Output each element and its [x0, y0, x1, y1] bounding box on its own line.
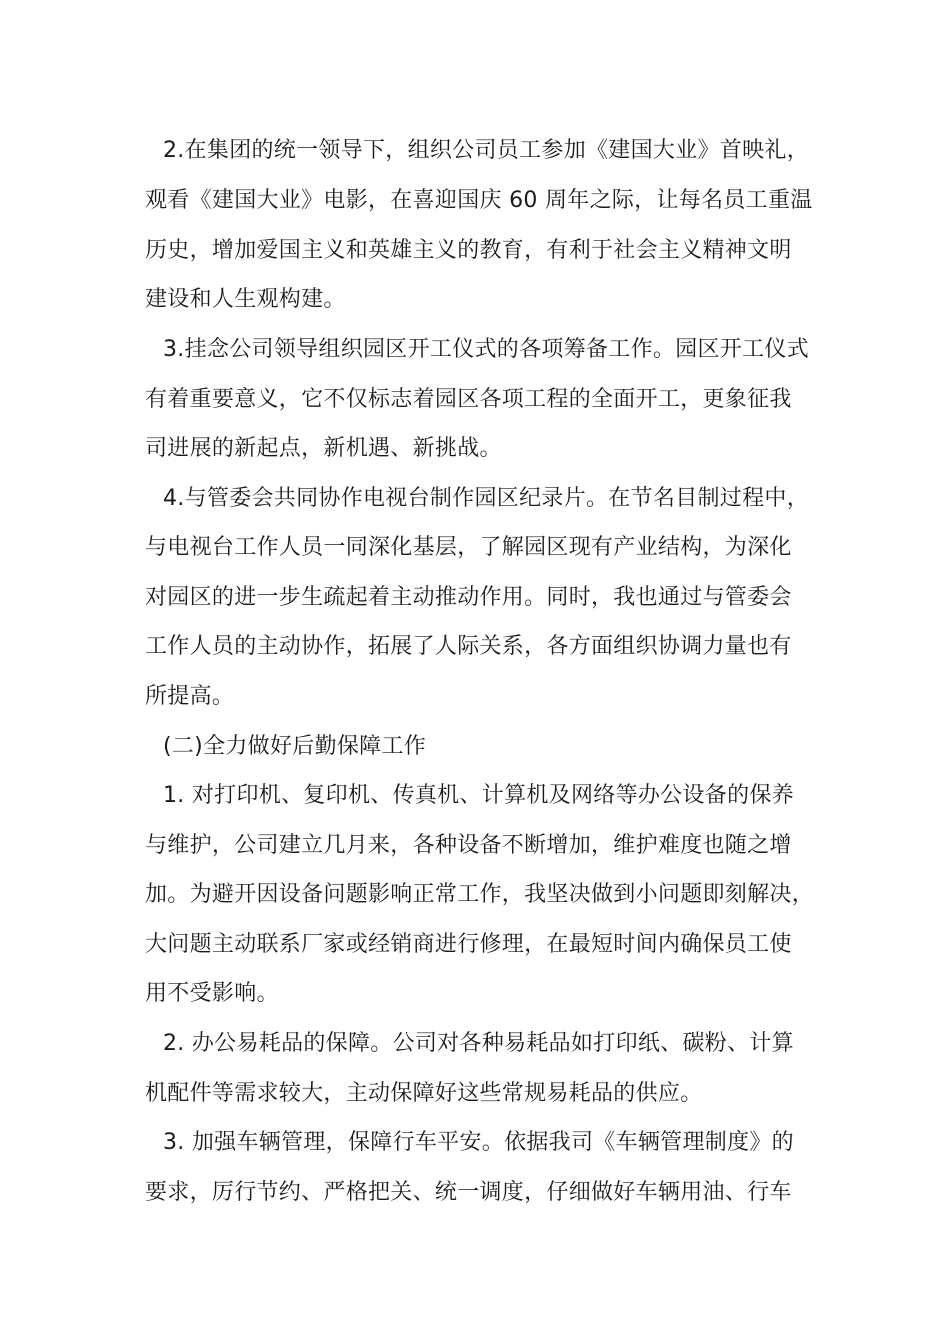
paragraph-item-1-line: 加。为避开因设备问题影响正常工作，我坚决做到小问题即刻解决，: [145, 882, 815, 907]
paragraph-item-1-line: 用不受影响。: [145, 981, 279, 1006]
paragraph-item-2b-line: 2. 办公易耗品的保障。公司对各种易耗品如打印纸、碳粉、计算: [163, 1031, 794, 1056]
paragraph-item-2-line: 2.在集团的统一领导下，组织公司员工参加《建国大业》首映礼，: [163, 138, 809, 163]
paragraph-item-2-line: 观看《建国大业》电影，在喜迎国庆 60 周年之际，让每名员工重温: [145, 188, 813, 213]
paragraph-item-1-line: 大问题主动联系厂家或经销商进行修理，在最短时间内确保员工使: [145, 932, 792, 957]
paragraph-item-1-line: 1. 对打印机、复印机、传真机、计算机及网络等办公设备的保养: [163, 783, 794, 808]
section-heading: (二)全力做好后勤保障工作: [163, 734, 427, 759]
paragraph-item-3-line: 3.挂念公司领导组织园区开工仪式的各项筹备工作。园区开工仪式: [163, 337, 809, 362]
paragraph-item-4-line: 对园区的进一步生疏起着主动推动作用。同时，我也通过与管委会: [145, 585, 792, 610]
paragraph-item-2-line: 建设和人生观构建。: [145, 287, 346, 312]
paragraph-item-3-line: 司进展的新起点，新机遇、新挑战。: [145, 436, 502, 461]
paragraph-item-4-line: 工作人员的主动协作，拓展了人际关系，各方面组织协调力量也有: [145, 634, 792, 659]
paragraph-item-3b-line: 要求，厉行节约、严格把关、统一调度，仔细做好车辆用油、行车: [145, 1180, 792, 1205]
paragraph-item-4-line: 所提高。: [145, 684, 235, 709]
paragraph-item-4-line: 4.与管委会共同协作电视台制作园区纪录片。在节名目制过程中，: [163, 486, 809, 511]
paragraph-item-1-line: 与维护，公司建立几月来，各种设备不断增加，维护难度也随之增: [145, 833, 792, 858]
paragraph-item-2b-line: 机配件等需求较大，主动保障好这些常规易耗品的供应。: [145, 1081, 703, 1106]
paragraph-item-4-line: 与电视台工作人员一同深化基层，了解园区现有产业结构，为深化: [145, 535, 792, 560]
paragraph-item-3-line: 有着重要意义，它不仅标志着园区各项工程的全面开工，更象征我: [145, 387, 792, 412]
paragraph-item-3b-line: 3. 加强车辆管理，保障行车平安。依据我司《车辆管理制度》的: [163, 1130, 794, 1155]
paragraph-item-2-line: 历史，增加爱国主义和英雄主义的教育，有利于社会主义精神文明: [145, 238, 792, 263]
